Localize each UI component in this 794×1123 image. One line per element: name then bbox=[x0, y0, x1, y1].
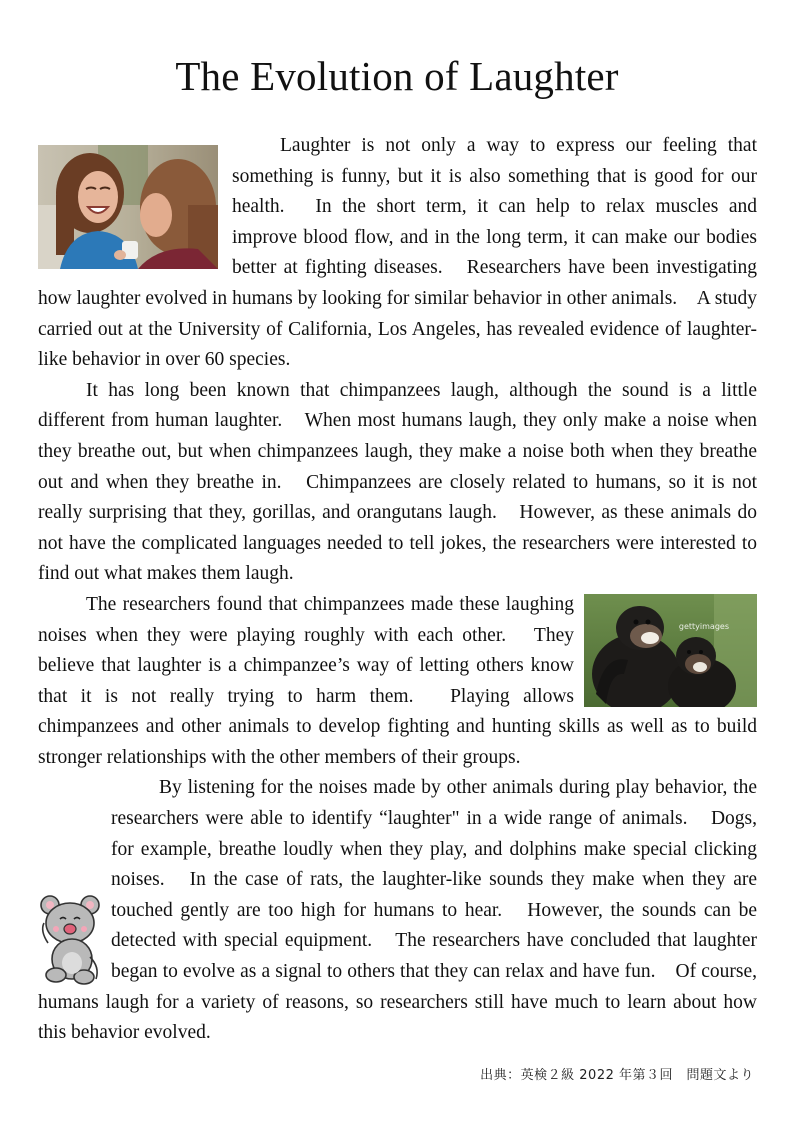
article-body bbox=[38, 131, 757, 1049]
photo-watermark: gettyimages bbox=[678, 621, 729, 631]
paragraph-3: The researchers found that chimpanzees made these laughing noises when they were playing roughly with each other. They believe that laughter is a chimpanzee’s way of letting others know that it is not really trying to harm them. Playing allows chimpanzees and other animals to develop fighting and hunting skills as well as to build stronger relationships with the other members of their groups. bbox=[38, 593, 757, 768]
paragraph-4: By listening for the noises made by other animals during play behavior, the researchers were able to identify “laughter" in a wide range of animals. Dogs, for example, breathe loudly when they play, and dolphins make special clicking noises. In the case of rats, the laughter-like sounds they make when they are touched gently are too high for humans to hear. However, the sounds can be detected with special equipment. The researchers have concluded that laughter began to evolve as a signal to others that they can relax and have fun. Of course, humans laugh for a variety of reasons, so researchers still have much to learn about how this behavior evolved. bbox=[38, 777, 757, 1044]
paragraph-2: It has long been known that chimpanzees laugh, although the sound is a little different from human laughter. When most humans laugh, they only make a noise when they breathe out, but when chimpanzees laugh, they make a noise both when they breathe out and when they breathe in. Chimpanzees are closely related to humans, so it is not really surprising that they, gorillas, and orangutans laugh. However, as these animals do not have the complicated languages needed to tell jokes, the researchers were interested to find out what makes them laugh. bbox=[38, 379, 757, 585]
page-title: The Evolution of Laughter bbox=[175, 53, 619, 99]
chimpanzee-photo bbox=[584, 594, 757, 707]
women-laughing-photo bbox=[38, 145, 218, 269]
cartoon-mouse-illustration bbox=[38, 893, 104, 986]
source-citation: 出典：英検２級 2022 年第３回 問題文より bbox=[480, 1068, 754, 1083]
paragraph-1: Laughter is not only a way to express our feeling that something is funny, but it is also something that is good for our health. In the short term, it can help to relax muscles and improve blood flow, and in the long term, it can make our bodies better at fighting diseases. Researchers have been investigating how laughter evolved in humans by looking for similar behavior in other animals. A study carried out at the University of California, Los Angeles, has revealed evidence of laughter-like behavior in over 60 species. bbox=[38, 135, 757, 371]
